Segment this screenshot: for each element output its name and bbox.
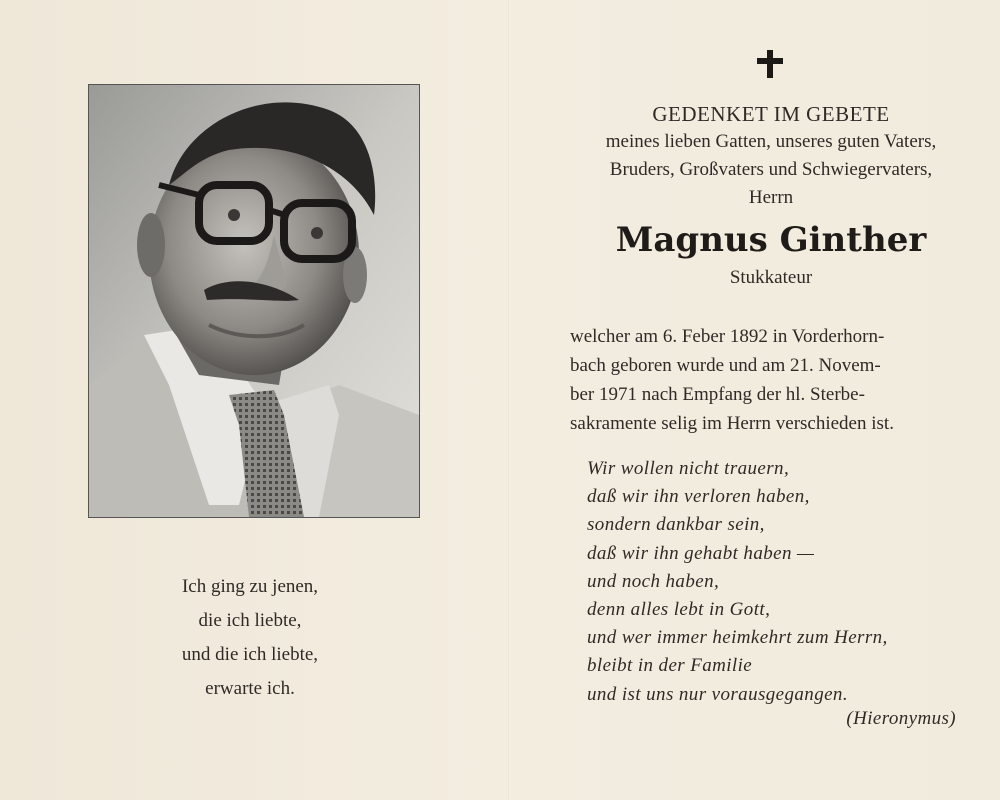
bio-line: sakramente selig im Herrn verschieden ist.	[570, 413, 894, 434]
verse-line: bleibt in der Familie	[587, 655, 753, 677]
bio-line: welcher am 6. Feber 1892 in Vorderhorn-	[570, 326, 885, 347]
latin-cross-icon	[752, 46, 788, 82]
verse-attribution: (Hieronymus)	[846, 708, 956, 729]
announcement-header	[566, 100, 976, 292]
verse-line: und ist uns nur vorausgegangen.	[587, 683, 848, 705]
portrait-photo	[88, 84, 420, 518]
verse-line: daß wir ihn gehabt haben —	[587, 542, 815, 564]
verse-line: sondern dankbar sein,	[587, 514, 765, 536]
verse-line: denn alles lebt in Gott,	[587, 599, 771, 621]
bio-line: bach geboren wurde und am 21. Novem-	[570, 355, 881, 376]
left-poem-line: die ich liebte,	[198, 610, 302, 631]
intro-line: meines lieben Gatten, unseres guten Vaters,	[605, 131, 937, 152]
bio-line: ber 1971 nach Empfang der hl. Sterbe-	[570, 384, 865, 405]
verse-line: Wir wollen nicht trauern,	[587, 458, 790, 479]
left-poem-line: Ich ging zu jenen,	[181, 576, 319, 597]
card-fold	[508, 0, 510, 800]
left-poem-line: erwarte ich.	[205, 678, 295, 699]
verse-line: daß wir ihn verloren haben,	[587, 486, 810, 508]
intro-line: Bruders, Großvaters und Schwiegervaters,	[609, 159, 933, 180]
intro-line: Herrn	[748, 187, 794, 208]
left-poem	[130, 570, 370, 706]
profession: Stukkateur	[729, 267, 813, 288]
verse	[587, 455, 967, 709]
heading: GEDENKET IM GEBETE	[652, 102, 890, 126]
biography	[570, 322, 972, 438]
deceased-name: Magnus Ginther	[615, 220, 927, 260]
left-poem-line: und die ich liebte,	[181, 644, 319, 665]
verse-line: und wer immer heimkehrt zum Herrn,	[587, 627, 888, 649]
verse-line: und noch haben,	[587, 570, 720, 592]
